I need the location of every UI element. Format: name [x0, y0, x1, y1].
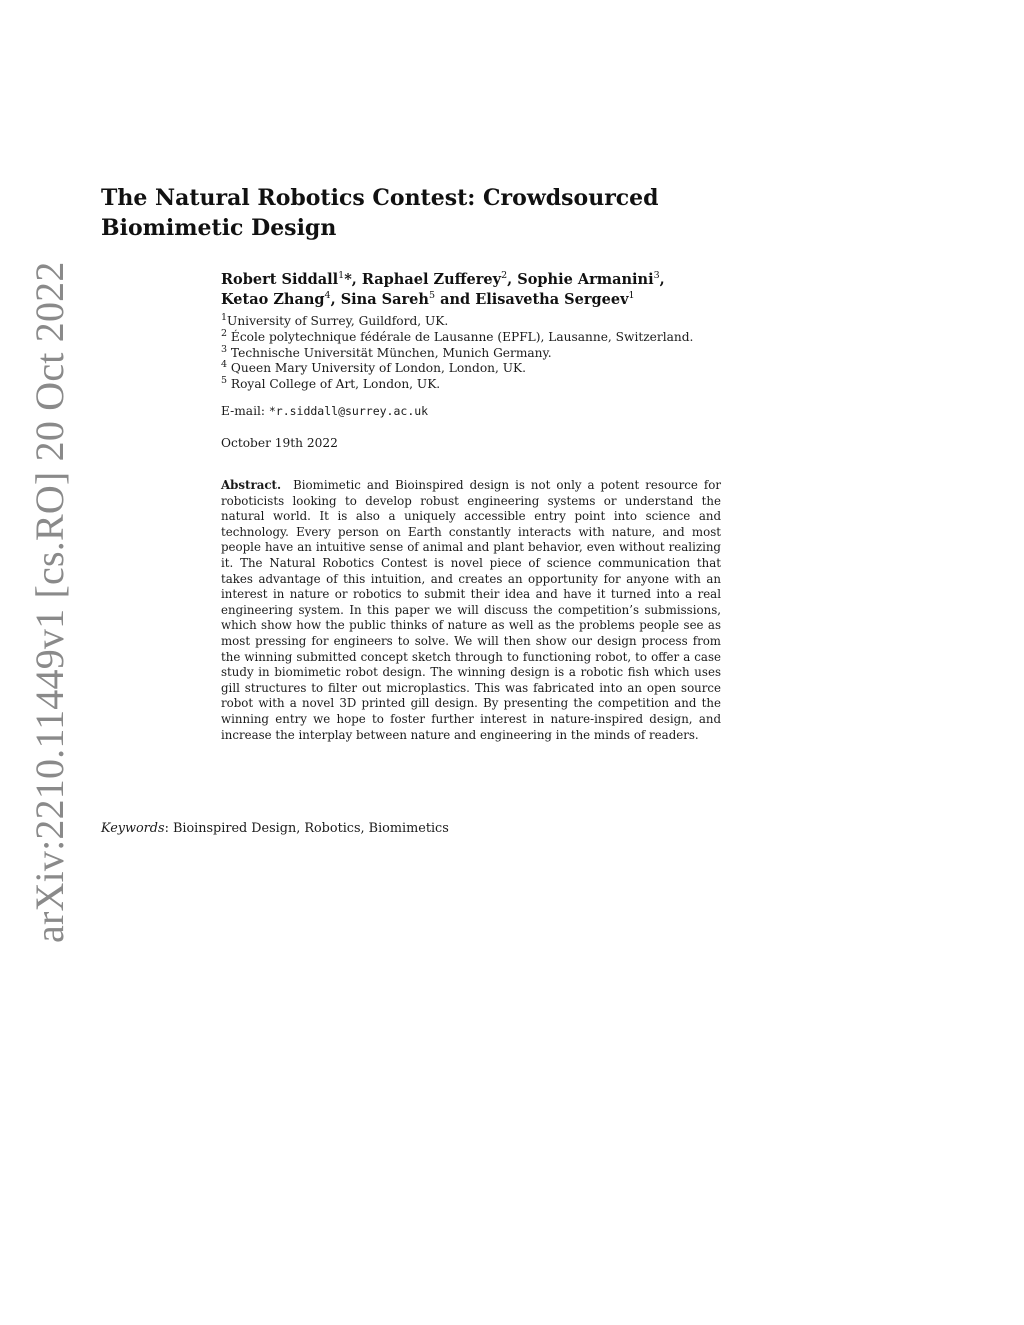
author-list	[221, 270, 741, 310]
affiliation-mark: 2	[501, 270, 508, 282]
affiliation-text: University of Surrey, Guildford, UK.	[227, 314, 449, 328]
author-separator: *,	[344, 271, 357, 288]
author-name: Ketao Zhang	[221, 291, 325, 308]
keywords-label: Keywords	[101, 821, 165, 836]
affiliation-item	[221, 377, 741, 393]
keywords-line	[101, 820, 449, 837]
author-conjunction: and	[440, 291, 471, 308]
author-name: Raphael Zufferey	[361, 271, 502, 288]
affiliation-mark: 5	[221, 375, 228, 387]
email-address: *r.siddall@surrey.ac.uk	[268, 404, 429, 418]
affiliation-mark: 1	[221, 311, 228, 323]
affiliation-text: Queen Mary University of London, London, UK.	[230, 361, 526, 376]
author-name: Robert Siddall	[221, 271, 339, 288]
author-name: Sina Sareh	[340, 291, 429, 308]
paper-title: The Natural Robotics Contest: Crowdsourced Biomimetic Design	[101, 185, 659, 241]
affiliation-item	[221, 361, 741, 377]
affiliation-mark: 4	[221, 359, 228, 371]
arxiv-identifier-stamp: arXiv:2210.11449v1 [cs.RO] 20 Oct 2022	[27, 261, 72, 943]
author-separator: ,	[507, 271, 513, 288]
email-label: E-mail:	[221, 404, 265, 418]
affiliation-mark: 1	[628, 290, 635, 302]
affiliation-mark: 3	[653, 270, 660, 282]
affiliation-mark: 4	[324, 290, 331, 302]
affiliation-text: Technische Universität München, Munich Germany.	[230, 345, 552, 360]
affiliation-item	[221, 311, 741, 330]
affiliation-text: Royal College of Art, London, UK.	[230, 377, 441, 392]
affiliation-mark: 5	[428, 290, 435, 302]
abstract	[221, 478, 721, 743]
publication-date: October 19th 2022	[221, 436, 338, 450]
abstract-label: Abstract.	[221, 478, 282, 492]
author-name: Elisavetha Sergeev	[475, 291, 629, 308]
affiliation-mark: 2	[221, 327, 228, 339]
affiliation-mark: 1	[338, 270, 345, 282]
affiliation-mark: 3	[221, 343, 228, 355]
abstract-text: Biomimetic and Bioinspired design is not only a potent resource for roboticists looking to develop robust engineering systems or understand the natural world. It is also a uniquely accessible entry point into science and technology. Every person on Earth constantly interacts with nature, and most people have an intuitive sense of animal and plant behavior, even without realizing it. The Natural Robotics Contest is novel piece of science communication that takes advantage of this intuition, and creates an opportunity for anyone with an interest in nature or robotics to submit their idea and have it turned into a real engineering system. In this paper we will discuss the competition’s submissions, which show how the public thinks of nature as well as the problems people see as most pressing for engineers to solve. We will then show our design process from the winning submitted concept sketch through to functioning robot, to offer a case study in biomimetic robot design. The winning design is a robotic fish which uses gill structures to filter out microplastics. This was fabricated into an open source robot with a novel 3D printed gill design. By presenting the competition and the winning entry we hope to foster further interest in nature-inspired design, and increase the interplay between nature and engineering in the minds of readers.	[221, 478, 721, 742]
affiliation-list	[221, 311, 741, 393]
keywords-text: : Bioinspired Design, Robotics, Biomimetics	[164, 821, 449, 836]
affiliation-item	[221, 343, 741, 362]
affiliation-text: École polytechnique fédérale de Lausanne (EPFL), Lausanne, Switzerland.	[230, 329, 694, 344]
email-line	[221, 403, 428, 419]
author-name: Sophie Armanini	[517, 271, 654, 288]
affiliation-item	[221, 327, 741, 346]
author-separator: ,	[330, 291, 336, 308]
author-separator: ,	[659, 271, 665, 288]
